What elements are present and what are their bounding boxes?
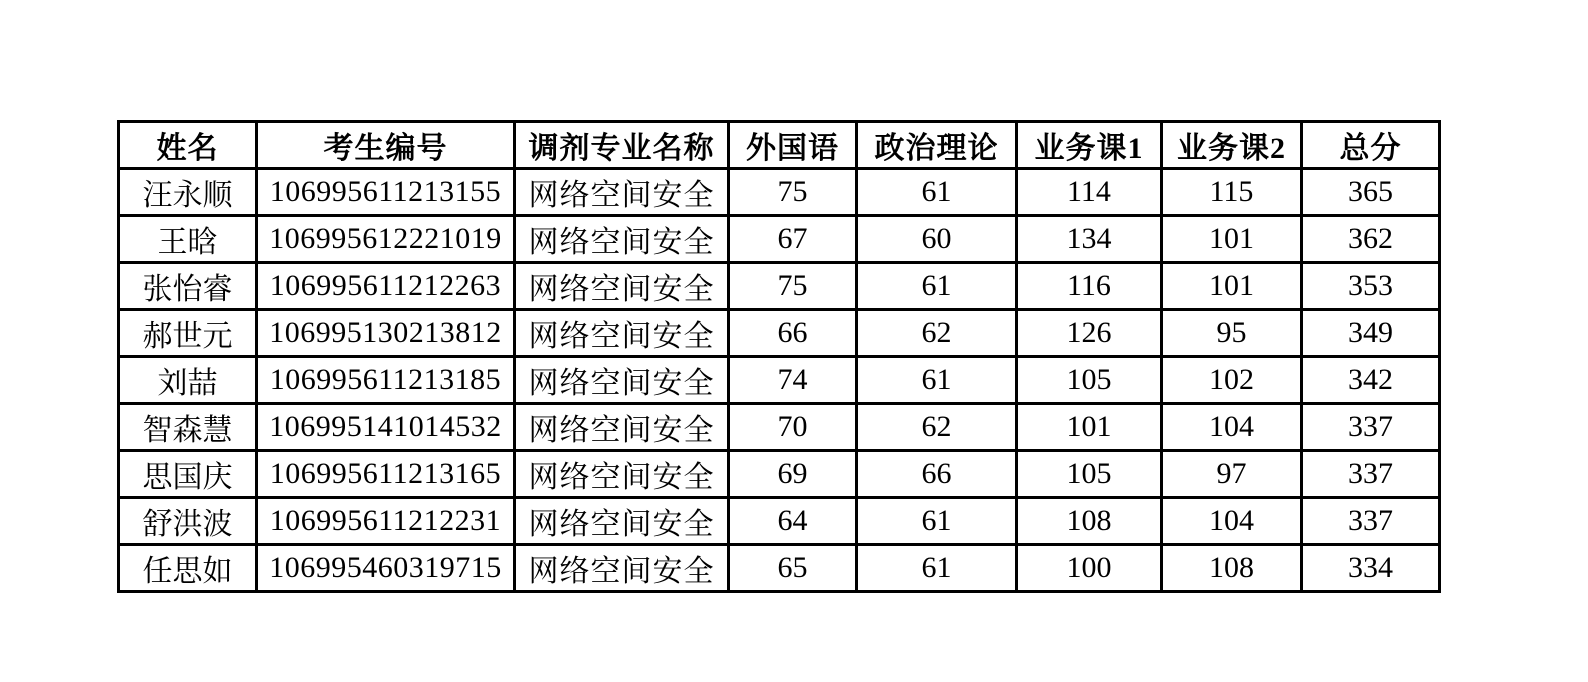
cell-foreign-language: 70 — [729, 404, 857, 451]
cell-candidate-number: 106995611213185 — [257, 357, 515, 404]
cell-political-theory: 61 — [857, 498, 1017, 545]
table-row — [119, 451, 1440, 498]
cell-name: 舒洪波 — [119, 498, 257, 545]
cell-adjusted-major: 网络空间安全 — [515, 169, 729, 216]
cell-adjusted-major: 网络空间安全 — [515, 216, 729, 263]
cell-political-theory: 60 — [857, 216, 1017, 263]
cell-foreign-language: 75 — [729, 169, 857, 216]
table-row — [119, 404, 1440, 451]
cell-political-theory: 66 — [857, 451, 1017, 498]
cell-course1: 105 — [1017, 357, 1162, 404]
cell-political-theory: 62 — [857, 404, 1017, 451]
table-row — [119, 498, 1440, 545]
cell-candidate-number: 106995611212231 — [257, 498, 515, 545]
cell-adjusted-major: 网络空间安全 — [515, 404, 729, 451]
table-row — [119, 263, 1440, 310]
cell-adjusted-major: 网络空间安全 — [515, 451, 729, 498]
cell-total: 334 — [1302, 545, 1440, 592]
cell-course1: 105 — [1017, 451, 1162, 498]
table-header — [119, 122, 1440, 169]
cell-name: 王晗 — [119, 216, 257, 263]
cell-name: 思国庆 — [119, 451, 257, 498]
cell-candidate-number: 106995611212263 — [257, 263, 515, 310]
table-row — [119, 310, 1440, 357]
cell-total: 362 — [1302, 216, 1440, 263]
cell-course2: 104 — [1162, 498, 1302, 545]
cell-course1: 101 — [1017, 404, 1162, 451]
cell-political-theory: 61 — [857, 169, 1017, 216]
cell-candidate-number: 106995130213812 — [257, 310, 515, 357]
table-body — [119, 169, 1440, 592]
column-header-total: 总分 — [1302, 122, 1440, 169]
cell-course2: 102 — [1162, 357, 1302, 404]
column-header-adjusted-major: 调剂专业名称 — [515, 122, 729, 169]
column-header-course1: 业务课1 — [1017, 122, 1162, 169]
cell-course2: 104 — [1162, 404, 1302, 451]
cell-political-theory: 61 — [857, 357, 1017, 404]
cell-foreign-language: 74 — [729, 357, 857, 404]
cell-adjusted-major: 网络空间安全 — [515, 498, 729, 545]
column-header-name: 姓名 — [119, 122, 257, 169]
column-header-course2: 业务课2 — [1162, 122, 1302, 169]
table-row — [119, 216, 1440, 263]
column-header-candidate-number: 考生编号 — [257, 122, 515, 169]
cell-foreign-language: 67 — [729, 216, 857, 263]
cell-total: 349 — [1302, 310, 1440, 357]
cell-course2: 108 — [1162, 545, 1302, 592]
cell-name: 张怡睿 — [119, 263, 257, 310]
cell-name: 刘喆 — [119, 357, 257, 404]
cell-total: 353 — [1302, 263, 1440, 310]
cell-course2: 115 — [1162, 169, 1302, 216]
cell-political-theory: 61 — [857, 263, 1017, 310]
score-table — [117, 120, 1441, 593]
cell-candidate-number: 106995460319715 — [257, 545, 515, 592]
cell-adjusted-major: 网络空间安全 — [515, 545, 729, 592]
cell-total: 365 — [1302, 169, 1440, 216]
cell-course1: 114 — [1017, 169, 1162, 216]
cell-candidate-number: 106995612221019 — [257, 216, 515, 263]
cell-total: 337 — [1302, 451, 1440, 498]
cell-course2: 95 — [1162, 310, 1302, 357]
cell-political-theory: 61 — [857, 545, 1017, 592]
cell-course2: 101 — [1162, 216, 1302, 263]
cell-political-theory: 62 — [857, 310, 1017, 357]
cell-foreign-language: 75 — [729, 263, 857, 310]
cell-adjusted-major: 网络空间安全 — [515, 263, 729, 310]
cell-name: 郝世元 — [119, 310, 257, 357]
cell-total: 337 — [1302, 404, 1440, 451]
cell-foreign-language: 65 — [729, 545, 857, 592]
cell-course1: 126 — [1017, 310, 1162, 357]
cell-total: 342 — [1302, 357, 1440, 404]
cell-course1: 134 — [1017, 216, 1162, 263]
cell-name: 任思如 — [119, 545, 257, 592]
cell-name: 汪永顺 — [119, 169, 257, 216]
cell-adjusted-major: 网络空间安全 — [515, 357, 729, 404]
cell-name: 智森慧 — [119, 404, 257, 451]
column-header-political-theory: 政治理论 — [857, 122, 1017, 169]
header-row — [119, 122, 1440, 169]
score-table-container — [117, 120, 1441, 593]
cell-foreign-language: 66 — [729, 310, 857, 357]
cell-candidate-number: 106995611213155 — [257, 169, 515, 216]
cell-foreign-language: 64 — [729, 498, 857, 545]
table-row — [119, 357, 1440, 404]
cell-course2: 101 — [1162, 263, 1302, 310]
cell-candidate-number: 106995141014532 — [257, 404, 515, 451]
cell-adjusted-major: 网络空间安全 — [515, 310, 729, 357]
table-row — [119, 545, 1440, 592]
cell-total: 337 — [1302, 498, 1440, 545]
cell-course1: 116 — [1017, 263, 1162, 310]
cell-course2: 97 — [1162, 451, 1302, 498]
column-header-foreign-language: 外国语 — [729, 122, 857, 169]
cell-course1: 100 — [1017, 545, 1162, 592]
cell-foreign-language: 69 — [729, 451, 857, 498]
cell-candidate-number: 106995611213165 — [257, 451, 515, 498]
cell-course1: 108 — [1017, 498, 1162, 545]
table-row — [119, 169, 1440, 216]
